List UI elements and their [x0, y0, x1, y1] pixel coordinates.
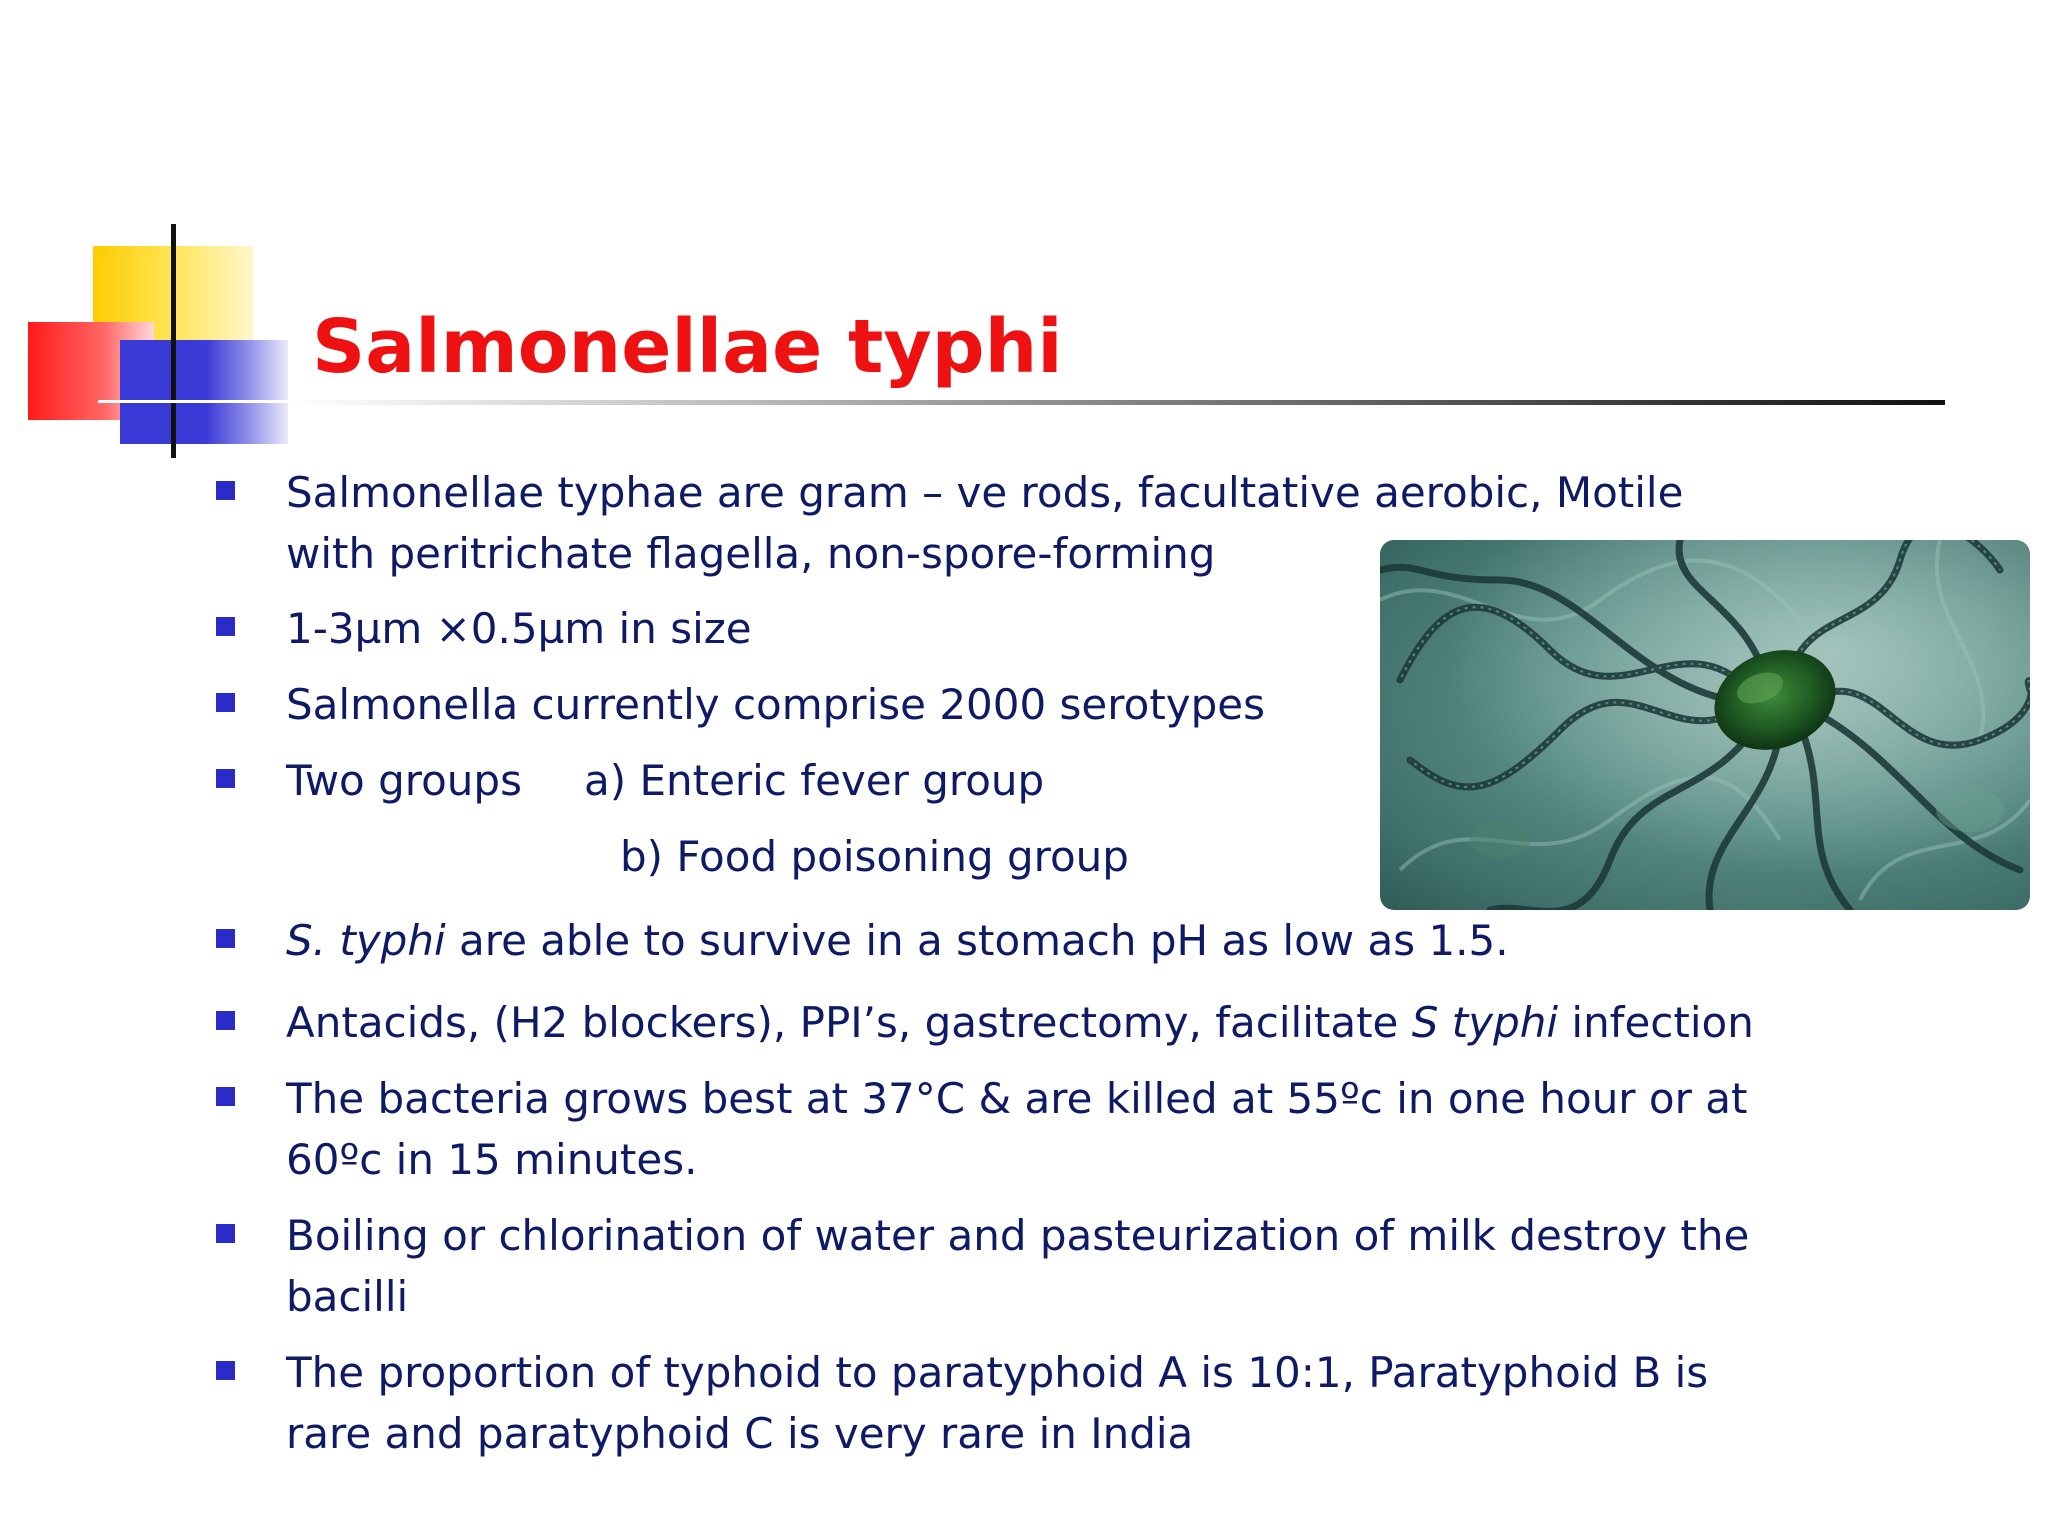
bullet-line: Salmonellae typhae are gram – ve rods, facultative aerobic, Motile — [286, 468, 1684, 517]
square-bullet-icon — [216, 929, 235, 948]
bullet-line: Boiling or chlorination of water and pasteurization of milk destroy the — [286, 1211, 1750, 1260]
square-bullet-icon — [216, 1087, 235, 1106]
bullet-text — [286, 1068, 1926, 1190]
decor-blue-square — [120, 340, 206, 444]
bullet-line: The bacteria grows best at 37°C & are killed at 55ºc in one hour or at — [286, 1074, 1748, 1123]
bullet-after: infection — [1558, 998, 1754, 1047]
square-bullet-icon — [216, 1361, 235, 1380]
square-bullet-icon — [216, 617, 235, 636]
square-bullet-icon — [216, 693, 235, 712]
groups-line — [286, 750, 1926, 811]
groups-line — [286, 826, 1926, 887]
groups-label: Two groups — [286, 756, 522, 805]
bullet-text: 1-3µm ×0.5µm in size — [286, 604, 752, 653]
bullet-text — [286, 992, 1926, 1053]
decor-vertical-line — [171, 224, 176, 458]
bullet-text — [286, 462, 1926, 584]
italic-species: S typhi — [1411, 998, 1559, 1047]
decor-blue-gradient-square — [206, 340, 288, 444]
bullet-line: rare and paratyphoid C is very rare in India — [286, 1409, 1194, 1458]
bullet-line: bacilli — [286, 1272, 409, 1321]
bullet-text — [286, 750, 1926, 887]
bullet-text — [286, 910, 1926, 971]
italic-species: S. typhi — [286, 916, 446, 965]
title-underline — [290, 400, 1945, 405]
bullet-text — [286, 1205, 1926, 1327]
square-bullet-icon — [216, 769, 235, 788]
square-bullet-icon — [216, 1224, 235, 1243]
bullet-rest: are able to survive in a stomach pH as low as 1.5. — [445, 916, 1509, 965]
bullet-line: 60ºc in 15 minutes. — [286, 1135, 698, 1184]
square-bullet-icon — [216, 481, 235, 500]
decor-horizontal-line — [98, 400, 288, 403]
group-a: a) Enteric fever group — [583, 756, 1045, 805]
bullet-before: Antacids, (H2 blockers), PPI’s, gastrectomy, facilitate — [286, 998, 1412, 1047]
square-bullet-icon — [216, 1011, 235, 1030]
bullet-line: with peritrichate flagella, non-spore-forming — [286, 529, 1216, 578]
bullet-text: Salmonella currently comprise 2000 serotypes — [286, 680, 1266, 729]
group-b: b) Food poisoning group — [620, 832, 1129, 881]
slide-title: Salmonellae typhi — [312, 304, 1063, 390]
bullet-text — [286, 1342, 1926, 1464]
bullet-line: The proportion of typhoid to paratyphoid A is 10:1, Paratyphoid B is — [286, 1348, 1709, 1397]
